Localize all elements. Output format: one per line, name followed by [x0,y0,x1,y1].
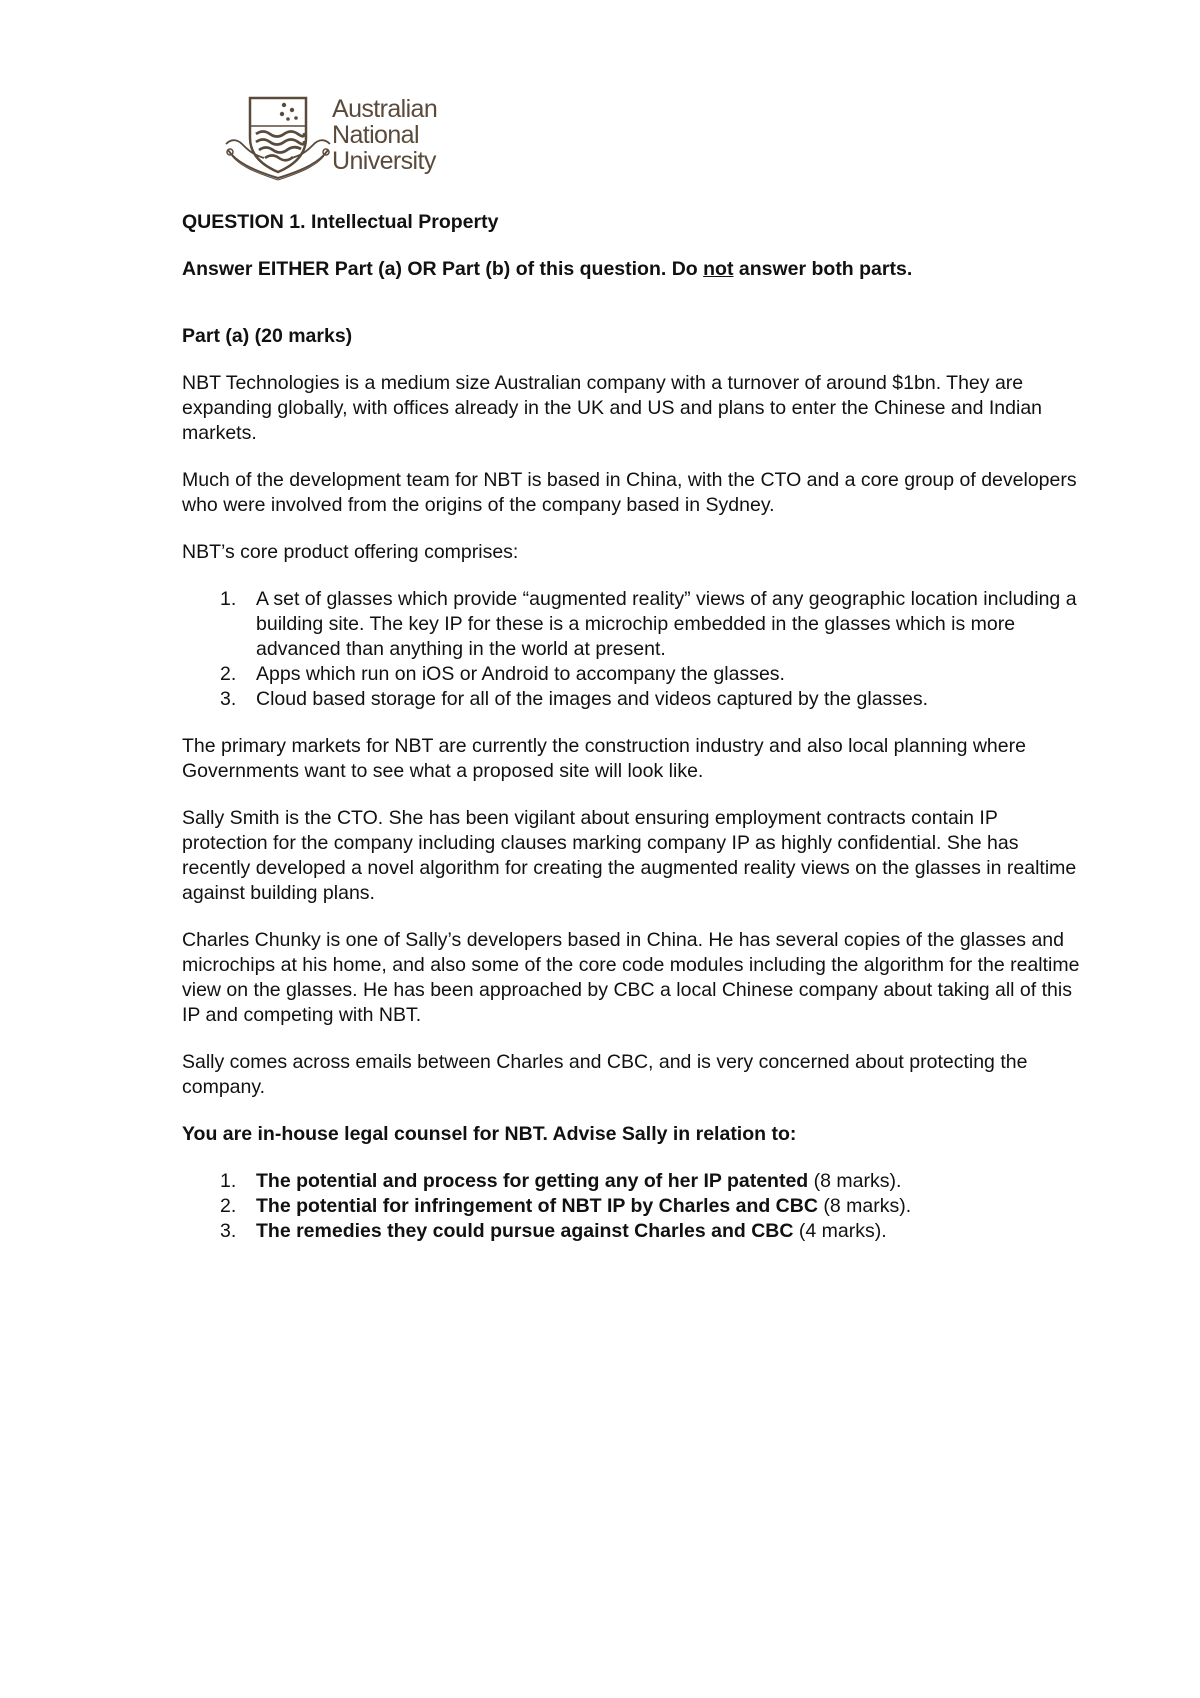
question-title: QUESTION 1. Intellectual Property [182,211,499,233]
question-content [182,210,1082,1266]
paragraph: Charles Chunky is one of Sally’s developers based in China. He has several copies of the glasses and microchips at his home, and also some of the core code modules including the algorithm for the realtime view on the glasses. He has been approached by CBC a local Chinese company about taking all of this IP and competing with NBT. [182,929,1080,1026]
logo-line-3: University [332,147,436,175]
logo-wordmark [332,96,472,174]
list-number: 3. [220,1220,237,1242]
advice-item-text: The remedies they could pursue against Charles and CBC [256,1220,794,1242]
advise-heading: You are in-house legal counsel for NBT. Advise Sally in relation to: [182,1123,797,1145]
list-item [182,1194,1082,1219]
list-item [182,587,1082,662]
list-item [182,662,1082,687]
advice-item-text: The potential for infringement of NBT IP by Charles and CBC [256,1195,818,1217]
paragraph: The primary markets for NBT are currently the construction industry and also local planning where Governments want to see what a proposed site will look like. [182,735,1026,782]
list-number: 2. [220,1195,237,1217]
paragraph: NBT’s core product offering comprises: [182,541,519,563]
instruction-underlined-word: not [703,258,734,280]
instruction-text-post: answer both parts. [733,258,913,280]
question-instruction [182,257,1082,282]
list-item-text: Cloud based storage for all of the images and videos captured by the glasses. [256,688,929,710]
logo-line-2: National [332,121,419,149]
advice-item-marks: (4 marks). [793,1220,887,1242]
list-item [182,1219,1082,1244]
logo-line-1: Australian [332,95,438,123]
list-number: 3. [220,688,237,710]
list-item-text: A set of glasses which provide “augmented reality” views of any geographic location including a building site. The key IP for these is a microchip embedded in the glasses which is more advanced than anything in the world at present. [256,588,1077,660]
list-number: 1. [220,588,237,610]
product-list [182,587,1082,712]
advice-item-text: The potential and process for getting any of her IP patented [256,1170,809,1192]
anu-crest-icon [222,92,334,184]
part-a-heading: Part (a) (20 marks) [182,325,353,347]
university-logo [222,92,462,184]
paragraph: NBT Technologies is a medium size Australian company with a turnover of around $1bn. They are expanding globally, with offices already in the UK and US and plans to enter the Chinese and Indian markets. [182,372,1043,444]
advice-list [182,1169,1082,1244]
instruction-text-pre: Answer EITHER Part (a) OR Part (b) of this question. Do [182,258,704,280]
list-item-text: Apps which run on iOS or Android to accompany the glasses. [256,663,785,685]
list-number: 1. [220,1170,237,1192]
advice-item-marks: (8 marks). [817,1195,912,1217]
paragraph: Much of the development team for NBT is based in China, with the CTO and a core group of developers who were involved from the origins of the company based in Sydney. [182,469,1077,516]
advice-item-marks: (8 marks). [808,1170,902,1192]
list-item [182,1169,1082,1194]
list-number: 2. [220,663,237,685]
list-item [182,687,1082,712]
paragraph: Sally Smith is the CTO. She has been vigilant about ensuring employment contracts contain IP protection for the company including clauses marking company IP as highly confidential. She has recently developed a novel algorithm for creating the augmented reality views on the glasses in realtime against building plans. [182,807,1077,904]
paragraph: Sally comes across emails between Charles and CBC, and is very concerned about protecting the company. [182,1051,1028,1098]
